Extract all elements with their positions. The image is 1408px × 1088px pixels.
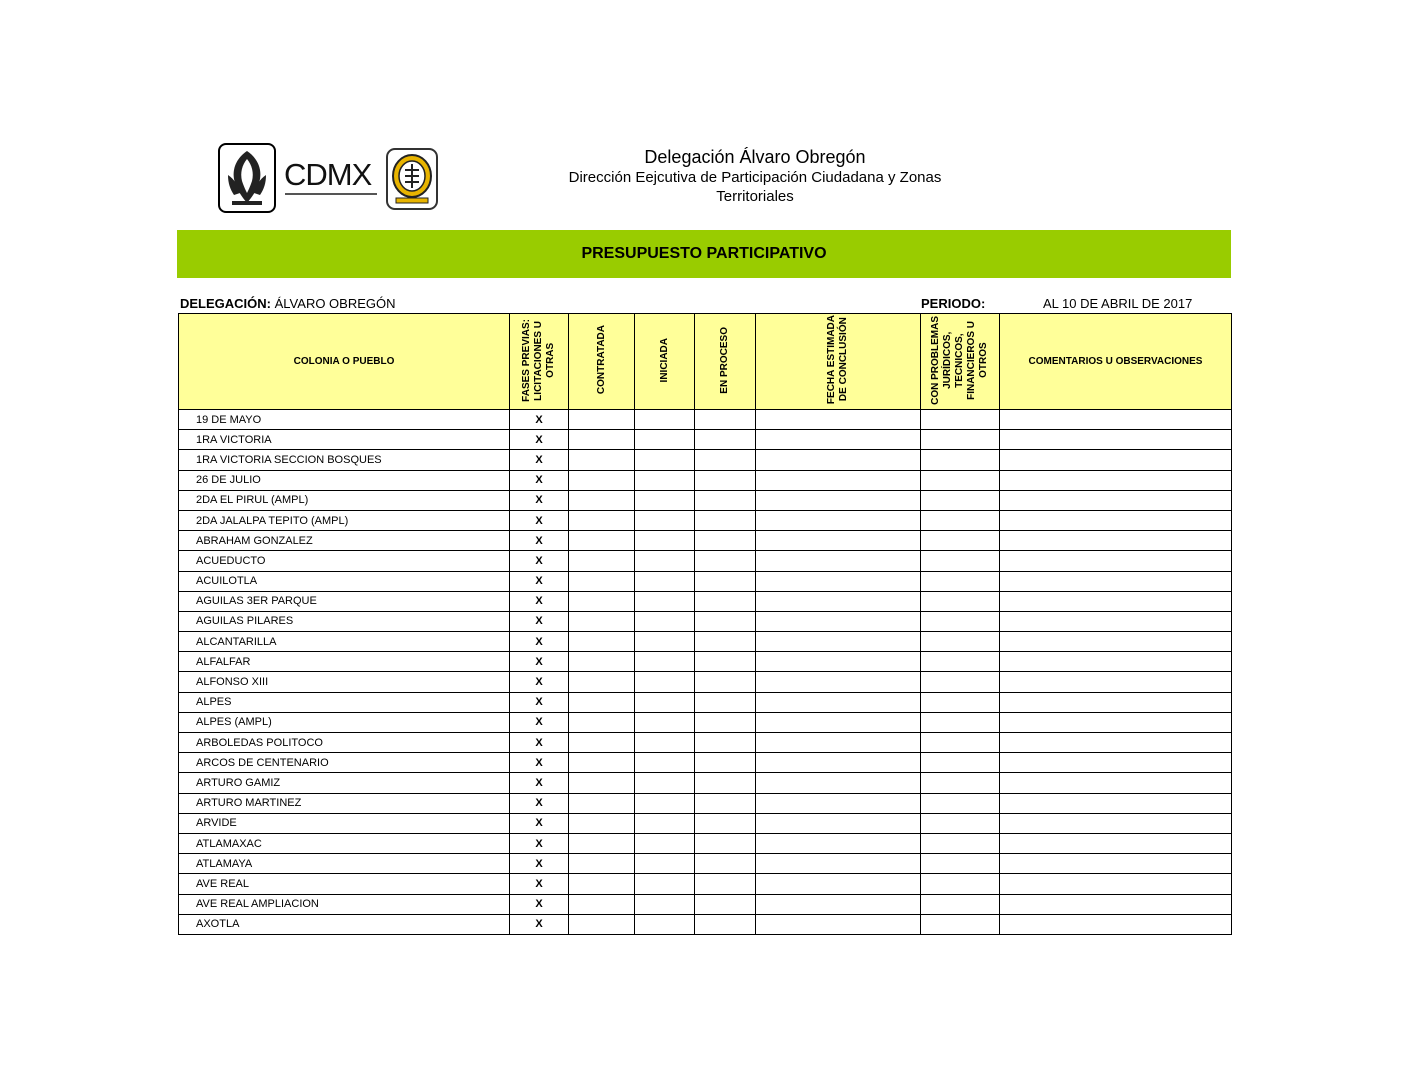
cell-colonia: 2DA JALALPA TEPITO (AMPL) [179,510,510,530]
cell-en-proceso [695,632,756,652]
col-header-problemas [921,314,1000,410]
table-row [179,672,1232,692]
cell-contratada [569,733,635,753]
cell-contratada [569,692,635,712]
cell-fases: X [510,692,569,712]
cell-en-proceso [695,874,756,894]
table-row [179,773,1232,793]
cell-comentarios [1000,833,1232,853]
table-row [179,531,1232,551]
table-row [179,410,1232,430]
cell-fecha [756,490,921,510]
cell-en-proceso [695,793,756,813]
cell-en-proceso [695,551,756,571]
cell-problemas [921,753,1000,773]
col-header-fecha-label: FECHA ESTIMADA DE CONCLUSIÓN [826,315,849,405]
table-row [179,571,1232,591]
cell-en-proceso [695,571,756,591]
cell-iniciada [635,611,695,631]
col-header-fecha [756,314,921,410]
cell-comentarios [1000,410,1232,430]
cell-colonia: AVE REAL [179,874,510,894]
table-row [179,854,1232,874]
cell-problemas [921,571,1000,591]
cell-fecha [756,430,921,450]
cell-fecha [756,712,921,732]
cell-fecha [756,914,921,934]
cell-contratada [569,833,635,853]
cell-comentarios [1000,914,1232,934]
cell-fases: X [510,430,569,450]
cell-fases: X [510,531,569,551]
cell-fases: X [510,611,569,631]
cell-fases: X [510,410,569,430]
cell-comentarios [1000,430,1232,450]
cell-comentarios [1000,894,1232,914]
cell-en-proceso [695,854,756,874]
cell-contratada [569,773,635,793]
cell-fases: X [510,571,569,591]
cell-problemas [921,894,1000,914]
cell-problemas [921,712,1000,732]
cell-fecha [756,591,921,611]
col-header-en-proceso [695,314,756,410]
cell-en-proceso [695,410,756,430]
cell-iniciada [635,874,695,894]
cell-contratada [569,470,635,490]
table-row [179,733,1232,753]
document-header [520,146,990,206]
cell-comentarios [1000,591,1232,611]
table-row [179,591,1232,611]
cell-problemas [921,531,1000,551]
cell-fases: X [510,551,569,571]
cell-colonia: ALPES (AMPL) [179,712,510,732]
cell-problemas [921,793,1000,813]
table-row [179,753,1232,773]
cell-colonia: ACUEDUCTO [179,551,510,571]
title-banner [177,230,1231,278]
cell-iniciada [635,833,695,853]
cell-en-proceso [695,833,756,853]
cell-fecha [756,632,921,652]
table-row [179,510,1232,530]
cell-iniciada [635,914,695,934]
table-header-row [179,314,1232,410]
cell-iniciada [635,632,695,652]
cell-colonia: ATLAMAYA [179,854,510,874]
cell-fases: X [510,914,569,934]
cell-problemas [921,854,1000,874]
cell-fecha [756,692,921,712]
cell-colonia: ALFONSO XIII [179,672,510,692]
cell-comentarios [1000,611,1232,631]
col-header-colonia [179,314,510,410]
budget-table [178,313,1232,935]
cell-colonia: 26 DE JULIO [179,470,510,490]
cell-problemas [921,510,1000,530]
periodo-label: PERIODO: [921,296,986,311]
cell-contratada [569,450,635,470]
table-row [179,874,1232,894]
cell-comentarios [1000,733,1232,753]
cell-contratada [569,611,635,631]
cell-iniciada [635,571,695,591]
cell-contratada [569,430,635,450]
cell-fecha [756,833,921,853]
cell-iniciada [635,712,695,732]
cell-contratada [569,753,635,773]
cell-iniciada [635,510,695,530]
table-row [179,692,1232,712]
table-row [179,793,1232,813]
cell-en-proceso [695,712,756,732]
cell-problemas [921,490,1000,510]
cell-fecha [756,531,921,551]
cell-contratada [569,410,635,430]
cell-fecha [756,571,921,591]
cell-iniciada [635,672,695,692]
cell-problemas [921,470,1000,490]
delegacion-seal-logo [386,148,438,210]
cell-fases: X [510,490,569,510]
col-header-comentarios-label: COMENTARIOS U OBSERVACIONES [1028,356,1203,367]
cell-contratada [569,894,635,914]
cell-fecha [756,652,921,672]
cell-en-proceso [695,894,756,914]
cell-en-proceso [695,652,756,672]
cell-iniciada [635,813,695,833]
cell-iniciada [635,591,695,611]
cell-en-proceso [695,692,756,712]
cell-colonia: ACUILOTLA [179,571,510,591]
header-title: Delegación Álvaro Obregón [644,147,866,167]
cell-fecha [756,611,921,631]
cell-iniciada [635,733,695,753]
cell-comentarios [1000,652,1232,672]
cell-fecha [756,470,921,490]
cell-comentarios [1000,793,1232,813]
cell-contratada [569,510,635,530]
cell-fecha [756,773,921,793]
cell-fecha [756,854,921,874]
col-header-contratada [569,314,635,410]
cell-fases: X [510,753,569,773]
cell-contratada [569,591,635,611]
table-row [179,430,1232,450]
cell-colonia: 1RA VICTORIA [179,430,510,450]
cell-problemas [921,672,1000,692]
cell-fases: X [510,450,569,470]
header-subtitle-line2: Territoriales [716,188,794,205]
cell-comentarios [1000,490,1232,510]
cell-contratada [569,632,635,652]
cell-fases: X [510,652,569,672]
cell-en-proceso [695,430,756,450]
cell-colonia: ALPES [179,692,510,712]
cell-comentarios [1000,470,1232,490]
col-header-iniciada-label: INICIADA [658,337,670,383]
cell-iniciada [635,692,695,712]
cell-problemas [921,773,1000,793]
cell-colonia: ARTURO MARTINEZ [179,793,510,813]
table-row [179,833,1232,853]
cell-comentarios [1000,692,1232,712]
cell-problemas [921,410,1000,430]
cell-comentarios [1000,450,1232,470]
cell-en-proceso [695,914,756,934]
cell-problemas [921,632,1000,652]
cell-colonia: ATLAMAXAC [179,833,510,853]
col-header-en-proceso-label: EN PROCESO [719,326,730,394]
cell-iniciada [635,531,695,551]
cell-fecha [756,551,921,571]
cell-colonia: ABRAHAM GONZALEZ [179,531,510,551]
cell-comentarios [1000,571,1232,591]
cell-comentarios [1000,672,1232,692]
cell-fecha [756,733,921,753]
cell-contratada [569,490,635,510]
cell-en-proceso [695,773,756,793]
table-body [179,410,1232,935]
col-header-problemas-label: CON PROBLEMAS JURÍDICOS, TECNICOS, FINANCIEROS U OTROS [930,315,989,405]
cell-contratada [569,652,635,672]
cell-iniciada [635,450,695,470]
cell-iniciada [635,410,695,430]
cell-iniciada [635,793,695,813]
cell-iniciada [635,894,695,914]
col-header-fases [510,314,569,410]
col-header-contratada-label: CONTRATADA [595,325,607,395]
cell-en-proceso [695,753,756,773]
col-header-iniciada [635,314,695,410]
cell-iniciada [635,430,695,450]
cell-iniciada [635,490,695,510]
cell-comentarios [1000,753,1232,773]
cell-problemas [921,914,1000,934]
cell-colonia: ALFALFAR [179,652,510,672]
delegacion-label: DELEGACIÓN: [180,296,271,311]
cell-colonia: ARCOS DE CENTENARIO [179,753,510,773]
cell-problemas [921,611,1000,631]
cell-fases: X [510,632,569,652]
cell-fases: X [510,773,569,793]
cell-colonia: 1RA VICTORIA SECCION BOSQUES [179,450,510,470]
col-header-fases-label: FASES PREVIAS: LICITACIONES U OTRAS [521,318,556,402]
cell-fases: X [510,470,569,490]
table-row [179,551,1232,571]
delegacion-value: ÁLVARO OBREGÓN [274,296,396,311]
cell-fecha [756,410,921,430]
cdmx-shield-logo [218,143,276,213]
cell-problemas [921,652,1000,672]
header-subtitle-line1: Dirección Eejcutiva de Participación Ciudadana y Zonas [568,169,942,186]
cell-problemas [921,551,1000,571]
cell-fases: X [510,793,569,813]
cell-contratada [569,793,635,813]
cell-colonia: ALCANTARILLA [179,632,510,652]
table-row [179,894,1232,914]
cell-problemas [921,833,1000,853]
cell-problemas [921,450,1000,470]
periodo-value: AL 10 DE ABRIL DE 2017 [1043,296,1193,311]
cell-fases: X [510,894,569,914]
cell-colonia: ARBOLEDAS POLITOCO [179,733,510,753]
table-row [179,712,1232,732]
col-header-comentarios [1000,314,1232,410]
cell-en-proceso [695,813,756,833]
cell-fecha [756,672,921,692]
cell-problemas [921,733,1000,753]
cell-en-proceso [695,672,756,692]
delegacion-line [180,296,396,312]
cell-colonia: AVE REAL AMPLIACION [179,894,510,914]
cell-fases: X [510,510,569,530]
cell-contratada [569,571,635,591]
cell-en-proceso [695,510,756,530]
cell-contratada [569,813,635,833]
table-row [179,450,1232,470]
cell-contratada [569,531,635,551]
cell-fecha [756,450,921,470]
logo-group [218,143,440,215]
cell-fases: X [510,813,569,833]
table-row [179,611,1232,631]
cell-fases: X [510,733,569,753]
cell-en-proceso [695,611,756,631]
cell-en-proceso [695,470,756,490]
cell-comentarios [1000,551,1232,571]
cell-en-proceso [695,733,756,753]
cell-colonia: ARTURO GAMIZ [179,773,510,793]
cell-fases: X [510,591,569,611]
cell-en-proceso [695,531,756,551]
cell-fecha [756,510,921,530]
cell-comentarios [1000,531,1232,551]
cell-comentarios [1000,813,1232,833]
cell-comentarios [1000,874,1232,894]
cell-fecha [756,894,921,914]
cell-problemas [921,692,1000,712]
cdmx-wordmark-logo [284,157,371,193]
cell-iniciada [635,551,695,571]
cell-comentarios [1000,632,1232,652]
cell-fases: X [510,672,569,692]
cell-colonia: 2DA EL PIRUL (AMPL) [179,490,510,510]
cell-problemas [921,874,1000,894]
cell-problemas [921,813,1000,833]
cell-iniciada [635,652,695,672]
cell-contratada [569,914,635,934]
cell-comentarios [1000,854,1232,874]
cell-colonia: 19 DE MAYO [179,410,510,430]
cell-contratada [569,712,635,732]
banner-title: PRESUPUESTO PARTICIPATIVO [581,245,827,262]
cell-iniciada [635,753,695,773]
cdmx-underline [285,193,377,195]
cell-fecha [756,874,921,894]
cell-en-proceso [695,591,756,611]
cell-colonia: ARVIDE [179,813,510,833]
cell-fases: X [510,874,569,894]
cell-fases: X [510,854,569,874]
cell-problemas [921,430,1000,450]
table-row [179,632,1232,652]
cell-fecha [756,753,921,773]
cell-fases: X [510,833,569,853]
cell-fases: X [510,712,569,732]
cell-contratada [569,551,635,571]
cell-contratada [569,854,635,874]
cell-colonia: AGUILAS PILARES [179,611,510,631]
cell-iniciada [635,773,695,793]
cell-colonia: AXOTLA [179,914,510,934]
cell-fecha [756,813,921,833]
table-row [179,914,1232,934]
cell-en-proceso [695,490,756,510]
table-row [179,490,1232,510]
cell-iniciada [635,854,695,874]
cell-problemas [921,591,1000,611]
cell-en-proceso [695,450,756,470]
cell-comentarios [1000,510,1232,530]
cell-iniciada [635,470,695,490]
cell-comentarios [1000,712,1232,732]
col-header-colonia-label: COLONIA O PUEBLO [293,356,395,367]
cell-comentarios [1000,773,1232,793]
table-row [179,813,1232,833]
cdmx-text: CDMX [284,157,372,192]
cell-colonia: AGUILAS 3ER PARQUE [179,591,510,611]
cell-contratada [569,672,635,692]
table-row [179,470,1232,490]
cell-contratada [569,874,635,894]
cell-fecha [756,793,921,813]
table-row [179,652,1232,672]
